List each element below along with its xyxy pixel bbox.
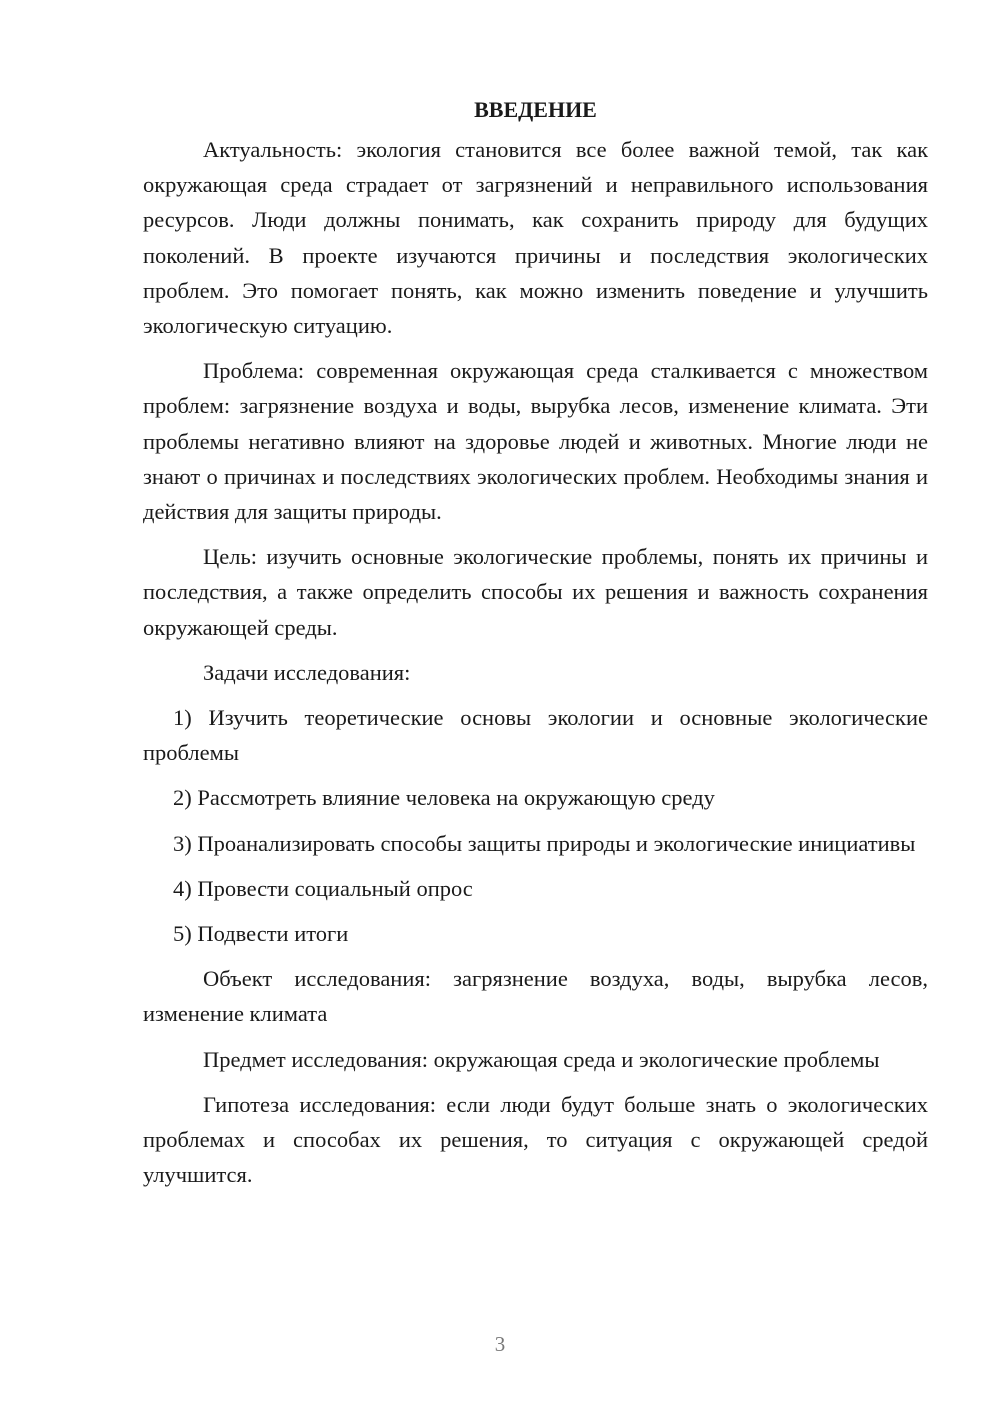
- page-title: ВВЕДЕНИЕ: [474, 97, 597, 122]
- goal-paragraph: Цель: изучить основные экологические проблемы, понять их причины и последствия, а также определить способы их решения и важность сохранения окружающей среды.: [143, 544, 928, 640]
- page-number: 3: [494, 1332, 506, 1356]
- problem-paragraph: Проблема: современная окружающая среда сталкивается с множеством проблем: загрязнение воздуха и воды, вырубка лесов, изменение климата. Эти проблемы негативно влияют на здоровье людей и животных. Многие люди не знают о причинах и последствиях экологических проблем. Необходимы знания и действия для защиты природы.: [143, 358, 928, 525]
- relevance-paragraph: Актуальность: экология становится все более важной темой, так как окружающая среда страдает от загрязнений и неправильного использования ресурсов. Люди должны понимать, как сохранить природу для будущих поколений. В проекте изучаются причины и последствия экологических проблем. Это помогает понять, как можно изменить поведение и улучшить экологическую ситуацию.: [143, 137, 928, 339]
- task-item: 5) Подвести итоги: [173, 921, 349, 947]
- document-page: [143, 92, 928, 1202]
- task-item: 4) Провести социальный опрос: [173, 875, 473, 901]
- task-item: 1) Изучить теоретические основы экологии и основные экологические проблемы: [143, 705, 928, 766]
- task-item: 2) Рассмотреть влияние человека на окружающую среду: [173, 785, 715, 811]
- task-item: 3) Проанализировать способы защиты природы и экологические инициативы: [173, 830, 916, 856]
- subject-paragraph: Предмет исследования: окружающая среда и экологические проблемы: [203, 1046, 880, 1072]
- object-paragraph: Объект исследования: загрязнение воздуха, воды, вырубка лесов, изменение климата: [143, 966, 928, 1027]
- hypothesis-paragraph: Гипотеза исследования: если люди будут больше знать о экологических проблемах и способах их решения, то ситуация с окружающей средой улучшится.: [143, 1091, 928, 1188]
- tasks-heading: Задачи исследования:: [203, 659, 411, 685]
